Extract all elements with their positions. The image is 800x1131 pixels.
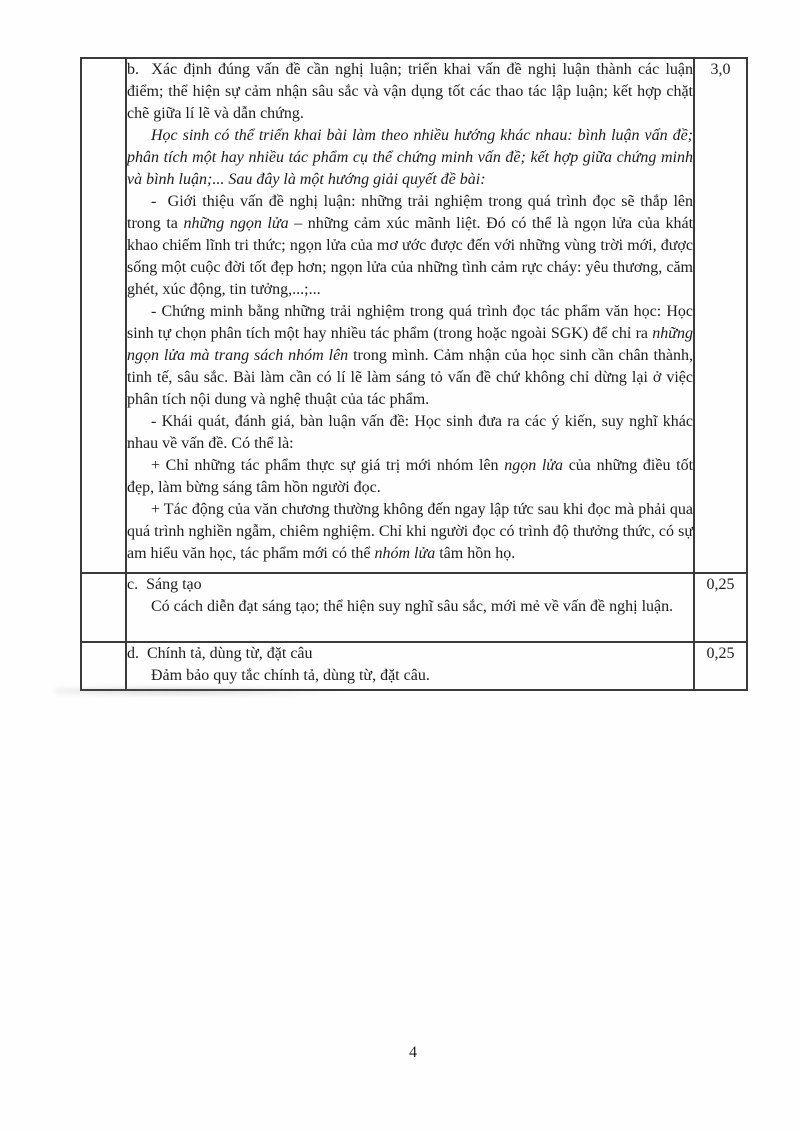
text-segment: - Khái quát, đánh giá, bàn luận vấn đề: Học sinh đưa ra các ý kiến, suy nghĩ khác nhau về vấn đề. Có thể là:: [127, 413, 693, 452]
text-segment: Có cách diễn đạt sáng tạo; thể hiện suy nghĩ sâu sắc, mới mẻ về vấn đề nghị luận.: [151, 598, 674, 615]
text-segment: Học sinh có thể triển khai bài làm theo nhiều hướng khác nhau: bình luận vấn đề; phân tích một hay nhiều tác phẩm cụ thể chứng minh vấn đề; kết hợp giữa chứng minh và bình luận;... Sau đây là một hướng giải quyết đề bài:: [127, 127, 693, 188]
paragraph-b-point2: [127, 499, 693, 565]
table-row-d: [81, 642, 747, 690]
paragraph-d-detail: [127, 665, 693, 687]
rubric-table: [80, 57, 748, 691]
text-segment: c. Sáng tạo: [127, 576, 202, 593]
text-segment-italic: ngọn lửa: [504, 457, 564, 474]
row-index-cell: [81, 58, 126, 573]
text-segment: – những cảm xúc mãnh liệt. Đó có thể là ngọn lửa của khát khao chiếm lĩnh tri thức; ngọn lửa của mơ ước được đến với những vùng trời mới, được sống một cuộc đời tốt đẹp hơn; ngọn lửa của những tình cảm rực cháy: yêu thương, căm ghét, xúc động, tin tưởng,...;...: [127, 215, 694, 298]
paragraph-b-point1: [127, 455, 693, 499]
criteria-cell-d: [126, 642, 694, 690]
paragraph-c-detail: [127, 596, 693, 618]
score-value: 0,25: [706, 576, 735, 593]
paragraph-b-heading: [127, 59, 693, 125]
text-segment: trong mình. Cảm nhận của học sinh cần chân thành, tinh tế, sâu sắc. Bài làm cần có lí lẽ làm sáng tỏ vấn đề chứ không chỉ dừng lại ở việc phân tích nội dung và nghệ thuật của tác phẩm.: [127, 347, 693, 408]
score-cell-b: [694, 58, 747, 573]
paragraph-b-evaluate: [127, 411, 693, 455]
text-segment: + Tác động của văn chương thường không đến ngay lập tức sau khi đọc mà phải qua quá trình nghiền ngẫm, chiêm nghiệm. Chỉ khi người đọc có trình độ thưởng thức, có sự am hiểu văn học, tác phẩm mới có thể: [127, 501, 693, 562]
text-segment: của những điều tốt đẹp, làm bừng sáng tâm hồn người đọc.: [127, 457, 694, 496]
row-index-cell: [81, 642, 126, 690]
row-index-cell: [81, 573, 126, 642]
text-segment: tâm hồn họ.: [435, 545, 516, 562]
text-segment: Đảm bảo quy tắc chính tả, dùng từ, đặt câu.: [151, 667, 430, 684]
criteria-cell-b: [126, 58, 694, 573]
paragraph-b-intro: [127, 191, 693, 301]
criteria-cell-c: [126, 573, 694, 642]
score-value: 0,25: [706, 645, 735, 662]
table-row-b: [81, 58, 747, 573]
score-cell-c: [694, 573, 747, 642]
text-segment: d. Chính tả, dùng từ, đặt câu: [127, 645, 313, 662]
text-segment-italic: những ngọn lửa: [183, 215, 289, 232]
score-cell-d: [694, 642, 747, 690]
paragraph-d-heading: [127, 643, 693, 665]
page-number: 4: [409, 1044, 417, 1061]
paragraph-b-proof: [127, 301, 693, 411]
paragraph-c-heading: [127, 574, 693, 596]
paragraph-b-guidance: [127, 125, 693, 191]
table-row-c: [81, 573, 747, 642]
score-value: 3,0: [710, 61, 731, 78]
text-segment: b. Xác định đúng vấn đề cần nghị luận; triển khai vấn đề nghị luận thành các luận điểm; thể hiện sự cảm nhận sâu sắc và vận dụng tốt các thao tác lập luận; kết hợp chặt chẽ giữa lí lẽ và dẫn chứng.: [127, 61, 693, 122]
text-segment-italic: nhóm lửa: [374, 545, 436, 562]
text-segment: - Chứng minh bằng những trải nghiệm trong quá trình đọc tác phẩm văn học: Học sinh tự chọn phân tích một hay nhiều tác phẩm (trong hoặc ngoài SGK) để chỉ ra: [127, 303, 693, 342]
text-segment-italic: những ngọn lửa mà trang sách nhóm lên: [127, 325, 693, 364]
text-segment: - Giới thiệu vấn đề nghị luận: những trải nghiệm trong quá trình đọc sẽ thắp lên trong ta: [127, 193, 693, 232]
text-segment: + Chỉ những tác phẩm thực sự giá trị mới nhóm lên: [151, 457, 505, 474]
